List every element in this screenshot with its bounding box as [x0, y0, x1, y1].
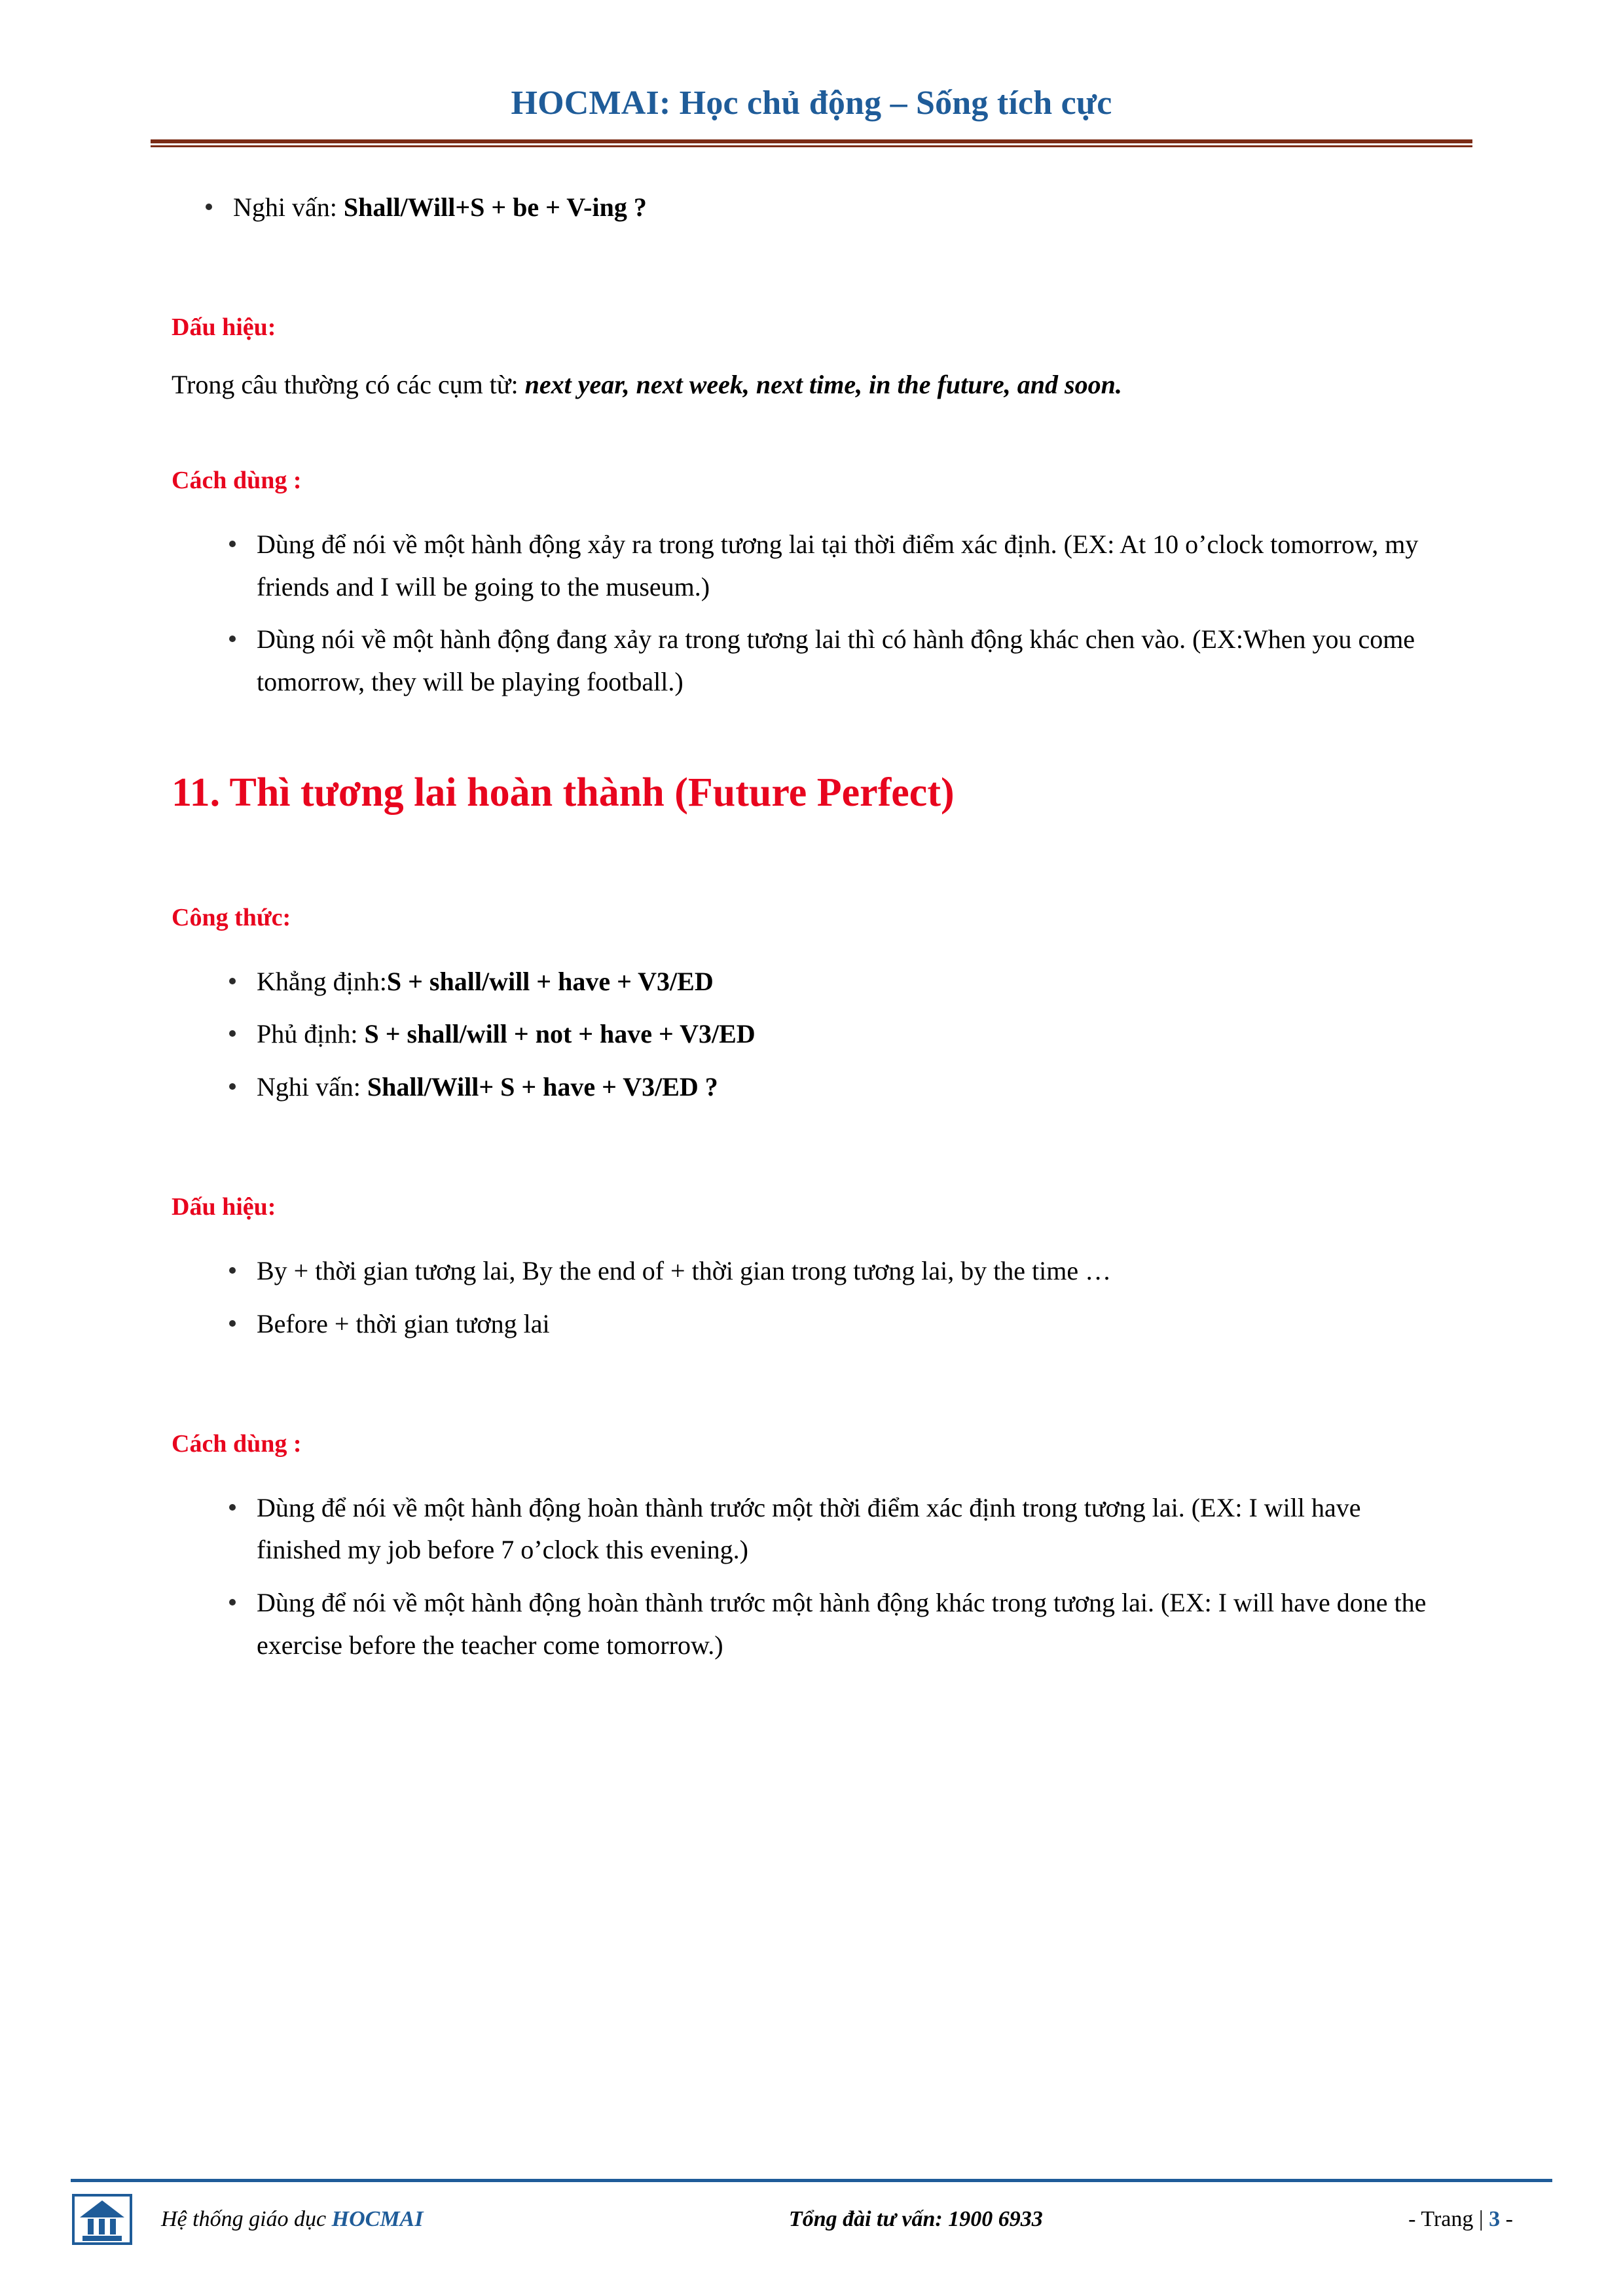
formula-body: Shall/Will+ S + have + V3/ED ?	[367, 1072, 718, 1102]
list-item	[172, 187, 1451, 229]
cong-thuc-list	[172, 961, 1451, 1109]
spacer	[172, 1228, 1451, 1250]
spacer	[172, 406, 1451, 428]
footer-brand: HOCMAI	[331, 2207, 424, 2231]
document-body	[0, 147, 1623, 1667]
page-prefix: - Trang |	[1408, 2207, 1489, 2231]
cong-thuc-heading: Công thức:	[172, 903, 291, 931]
page-number-block	[1408, 2207, 1552, 2232]
footer-divider	[71, 2179, 1552, 2182]
formula-prefix: Nghi vấn:	[257, 1072, 367, 1102]
page-number: 3	[1489, 2207, 1501, 2231]
footer-left-text	[161, 2207, 423, 2232]
dau-hieu-keywords: next year, next week, next time, in the future, and soon.	[524, 369, 1122, 399]
nghi-van-list	[172, 187, 1451, 229]
spacer	[172, 939, 1451, 961]
formula-body: S + shall/will + have + V3/ED	[386, 966, 714, 996]
formula-prefix: Phủ định:	[257, 1019, 365, 1049]
list-item: Dùng nói về một hành động đang xảy ra trong tương lai thì có hành động khác chen vào. (EX:When you come tomorrow, they will be playing football.)	[172, 619, 1451, 704]
spacer	[172, 819, 1451, 865]
dau-hieu-paragraph	[172, 364, 1451, 406]
spacer	[172, 240, 1451, 275]
hocmai-logo-icon	[71, 2191, 134, 2248]
dau-hieu-text: Trong câu thường có các cụm từ:	[172, 369, 525, 399]
footer-hotline	[423, 2207, 1408, 2232]
bullet-formula: Shall/Will+S + be + V-ing ?	[343, 192, 647, 222]
page-header	[0, 0, 1623, 147]
footer-row	[71, 2191, 1552, 2248]
header-divider	[151, 139, 1472, 147]
dau-hieu-list-2	[172, 1250, 1451, 1346]
cach-dung-list-2	[172, 1487, 1451, 1667]
list-item	[172, 961, 1451, 1003]
formula-prefix: Khẳng định:	[257, 966, 387, 996]
cach-dung-heading-2: Cách dùng :	[172, 1429, 302, 1458]
list-item	[172, 1066, 1451, 1109]
header-title: HOCMAI: Học chủ động – Sống tích cực	[511, 84, 1112, 122]
bullet-prefix: Nghi vấn:	[233, 192, 344, 222]
spacer	[172, 1465, 1451, 1487]
dau-hieu-heading-1: Dấu hiệu:	[172, 313, 276, 341]
page-footer	[0, 2179, 1623, 2248]
list-item: By + thời gian tương lai, By the end of + thời gian trong tương lai, by the time …	[172, 1250, 1451, 1293]
section-title: 11. Thì tương lai hoàn thành (Future Perfect)	[172, 770, 955, 815]
spacer	[172, 1356, 1451, 1391]
list-item: Dùng để nói về một hành động hoàn thành trước một thời điểm xác định trong tương lai. (EX: I will have finished my job before 7 o’clock this evening.)	[172, 1487, 1451, 1572]
list-item: Dùng để nói về một hành động hoàn thành trước một hành động khác trong tương lai. (EX: I will have done the exercise before the teacher come tomorrow.)	[172, 1582, 1451, 1667]
footer-left-prefix: Hệ thống giáo dục	[161, 2207, 332, 2231]
cach-dung-list-1	[172, 524, 1451, 704]
formula-body: S + shall/will + not + have + V3/ED	[364, 1019, 756, 1049]
list-item: Before + thời gian tương lai	[172, 1303, 1451, 1346]
list-item	[172, 1013, 1451, 1056]
hotline-label: Tổng đài tư vấn:	[788, 2207, 949, 2231]
page-suffix: -	[1500, 2207, 1513, 2231]
spacer	[172, 501, 1451, 524]
cach-dung-heading-1: Cách dùng :	[172, 466, 302, 494]
list-item: Dùng để nói về một hành động xảy ra trong tương lai tại thời điểm xác định. (EX: At 10 o’clock tomorrow, my friends and I will be going to the museum.)	[172, 524, 1451, 609]
dau-hieu-heading-2: Dấu hiệu:	[172, 1193, 276, 1221]
hotline-number: 1900 6933	[948, 2207, 1043, 2231]
spacer	[172, 1119, 1451, 1155]
